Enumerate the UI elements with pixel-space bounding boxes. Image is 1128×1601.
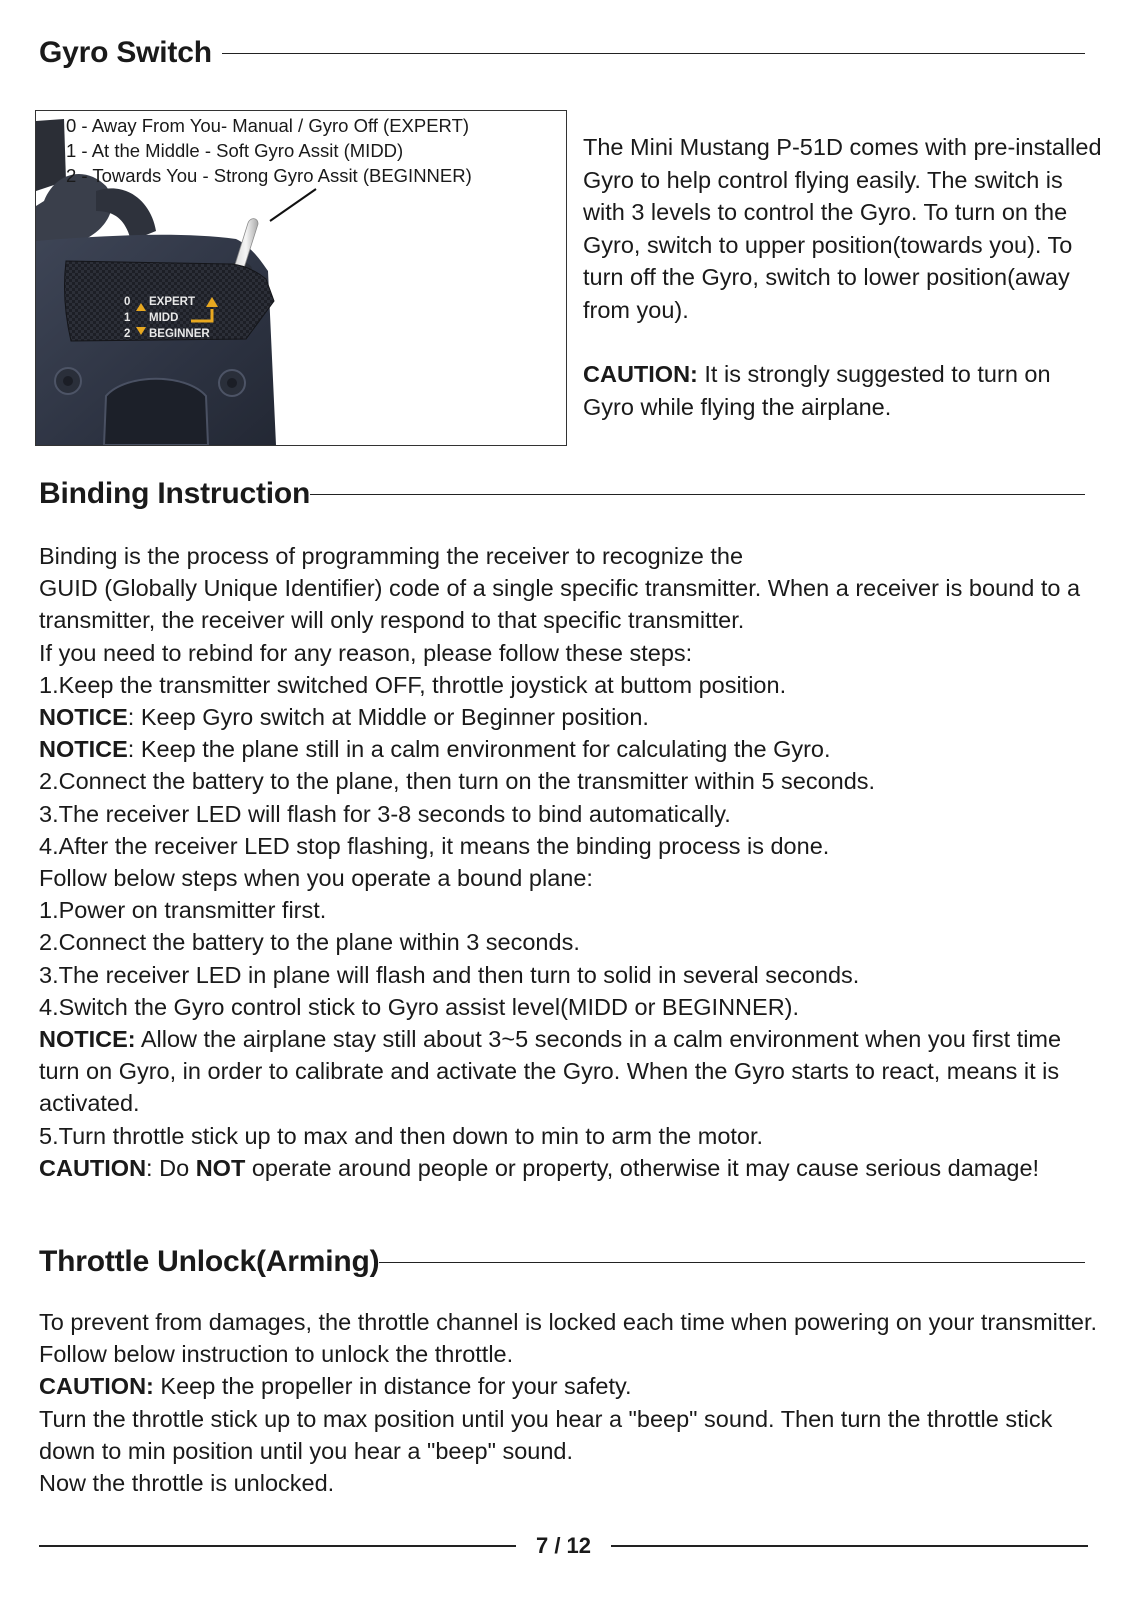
binding-caution (39, 1152, 1099, 1184)
notice-label: NOTICE: (39, 1026, 136, 1053)
operate-step: 4.Switch the Gyro control stick to Gyro assist level(MIDD or BEGINNER). (39, 993, 800, 1020)
footer-rule-right (611, 1545, 1088, 1547)
throttle-heading-row (39, 1245, 1085, 1279)
binding-notice (39, 701, 1099, 733)
throttle-line: To prevent from damages, the throttle channel is locked each time when powering on your transmitter. Follow below instruction to unlock the throttle. (39, 1309, 1098, 1368)
binding-step: 2.Connect the battery to the plane, then turn on the transmitter within 5 seconds. (39, 768, 876, 795)
section-heading-gyro-switch: Gyro Switch (39, 36, 212, 69)
notice-label: NOTICE (39, 736, 128, 763)
panel-num-1: 1 (124, 312, 131, 324)
notice-text: : Keep the plane still in a calm environment for calculating the Gyro. (127, 736, 831, 763)
panel-label-midd: MIDD (149, 312, 179, 324)
gyro-caution-paragraph (583, 358, 1103, 423)
binding-line: GUID (Globally Unique Identifier) code of a single specific transmitter. When a receiver is bound to a transmitter, the receiver will only respond to that specific transmitter. (39, 575, 1081, 634)
switch-position-legend (66, 113, 472, 188)
operate-step: 1.Power on transmitter first. (39, 897, 327, 924)
binding-step: 3.The receiver LED will flash for 3-8 seconds to bind automatically. (39, 800, 731, 827)
gyro-intro-paragraph: The Mini Mustang P-51D comes with pre-installed Gyro to help control flying easily. The switch is with 3 levels to control the Gyro. To turn on the Gyro, switch to upper position(towards you). To turn off the Gyro, switch to lower position(away from you). (583, 134, 1102, 323)
legend-line-beginner: 2 - Towards You - Strong Gyro Assit (BEGINNER) (66, 165, 472, 186)
caution-text: It is strongly suggested to turn on Gyro while flying the airplane. (583, 361, 1051, 420)
heading-rule (379, 1262, 1085, 1263)
caution-label: CAUTION (39, 1154, 147, 1181)
throttle-caution (39, 1370, 1099, 1402)
section-heading-binding: Binding Instruction (39, 477, 311, 510)
binding-instructions (39, 540, 1099, 1184)
notice-text: : Keep Gyro switch at Middle or Beginner position. (127, 704, 649, 731)
caution-label: CAUTION: (583, 361, 698, 387)
binding-notice (39, 1023, 1099, 1120)
binding-line: If you need to rebind for any reason, please follow these steps: (39, 639, 693, 666)
heading-rule (310, 494, 1085, 495)
page-footer (39, 1533, 1088, 1559)
transmitter-gyro-switch-image (35, 110, 567, 446)
operate-step: 2.Connect the battery to the plane within 3 seconds. (39, 929, 580, 956)
panel-label-expert: EXPERT (149, 296, 196, 308)
caution-text: Keep the propeller in distance for your safety. (153, 1373, 632, 1400)
caution-text: operate around people or property, otherwise it may cause serious damage! (245, 1154, 1040, 1181)
caution-label: CAUTION: (39, 1373, 154, 1400)
operate-step: 3.The receiver LED in plane will flash and then turn to solid in several seconds. (39, 961, 860, 988)
binding-heading-row (39, 477, 1085, 511)
heading-rule (222, 53, 1085, 54)
caution-text: : Do (146, 1154, 196, 1181)
legend-line-midd: 1 - At the Middle - Soft Gyro Assit (MIDD) (66, 140, 404, 161)
panel-num-2: 2 (124, 328, 131, 340)
throttle-line: Turn the throttle stick up to max position until you hear a "beep" sound. Then turn the throttle stick down to min position until you hear a "beep" sound. (39, 1405, 1053, 1464)
gyro-switch-description (583, 131, 1103, 423)
throttle-line: Now the throttle is unlocked. (39, 1470, 335, 1497)
binding-line: Follow below steps when you operate a bound plane: (39, 865, 593, 892)
binding-line: Binding is the process of programming the receiver to recognize the (39, 543, 744, 569)
notice-text: Allow the airplane stay still about 3~5 seconds in a calm environment when you first time turn on Gyro, in order to calibrate and activate the Gyro. When the Gyro starts to react, means it is activated. (39, 1026, 1062, 1117)
throttle-instructions (39, 1306, 1099, 1499)
binding-step: 1.Keep the transmitter switched OFF, throttle joystick at buttom position. (39, 671, 787, 698)
panel-num-0: 0 (124, 296, 131, 308)
section-heading-throttle: Throttle Unlock(Arming) (39, 1245, 380, 1278)
binding-notice (39, 733, 1099, 765)
operate-step: 5.Turn throttle stick up to max and then down to min to arm the motor. (39, 1122, 764, 1149)
legend-line-expert: 0 - Away From You- Manual / Gyro Off (EXPERT) (66, 115, 470, 136)
page-number: 7 / 12 (535, 1533, 592, 1558)
footer-rule-left (39, 1545, 516, 1547)
gyro-switch-heading-row (39, 36, 1085, 70)
binding-step: 4.After the receiver LED stop flashing, it means the binding process is done. (39, 832, 830, 859)
notice-label: NOTICE (39, 704, 128, 731)
caution-emphasis: NOT (195, 1154, 246, 1181)
panel-label-beginner: BEGINNER (149, 328, 210, 340)
